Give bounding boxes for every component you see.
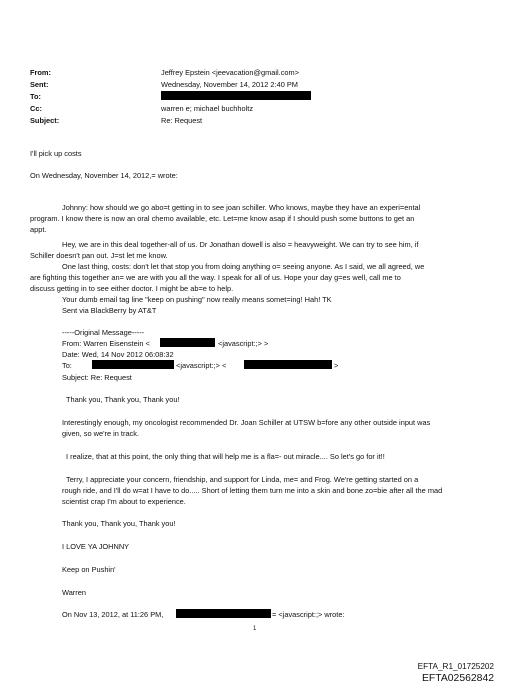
page-number: 1 [253, 626, 257, 632]
body-line: Interestingly enough, my oncologist recommended Dr. Joan Schiller at UTSW b=fore any other outside input was [62, 418, 431, 427]
redaction-orig-to-2 [244, 360, 332, 369]
body-line: Schiller doesn't pan out. J=st let me know. [30, 251, 168, 260]
cc-label: Cc: [30, 104, 42, 113]
body-line: I realize, that at this point, the only thing that will help me is a fla=- out miracle.... So let's go for it!! [66, 452, 385, 461]
cc-value: warren e; michael buchholtz [161, 104, 254, 113]
body-line: given, so we're in track. [62, 429, 139, 438]
orig-to-label: To: [62, 361, 72, 370]
body-line: One last thing, costs: don't let that stop you from doing anything o= seeing anyone. As I said, we all agreed, we [62, 262, 425, 271]
body-line: Johnny: how should we go abo=t getting in to see joan schiller. Who knows, maybe they have an experi=ental [62, 203, 421, 212]
body-line: rough ride, and I'll do w=at I have to do..... Short of letting them turn me into a skin and bone zo=bie after all the mad [62, 486, 443, 495]
body-line: appt. [30, 225, 47, 234]
from-value: Jeffrey Epstein <jeevacation@gmail.com> [161, 68, 300, 77]
orig-from-label: From: Warren Eisenstein < [62, 339, 150, 348]
subject-value: Re: Request [161, 116, 203, 125]
body-line: I'll pick up costs [30, 149, 82, 158]
body-line: discuss getting in to see either doctor. I might be ab=e to help. [30, 284, 234, 293]
to-label: To: [30, 92, 41, 101]
body-line: Terry, I appreciate your concern, friendship, and support for Linda, me= and Frog. We're getting started on a [66, 475, 419, 484]
body-line: I LOVE YA JOHNNY [62, 542, 130, 551]
body-line: program. I know there is now an oral chemo available, etc. Let=me know asap if I should push some buttons to get an [30, 214, 415, 223]
quote-intro-label: On Nov 13, 2012, at 11:26 PM, [62, 610, 164, 619]
redaction-orig-to-1 [92, 360, 174, 369]
redaction-to [161, 91, 311, 100]
orig-date: Date: Wed, 14 Nov 2012 06:08:32 [62, 350, 174, 359]
orig-from-tail: <javascript:;> > [218, 339, 269, 348]
from-label: From: [30, 68, 51, 77]
body-line: Thank you, Thank you, Thank you! [62, 519, 176, 528]
body-line: scientist crap I'm about to experience. [62, 497, 186, 506]
orig-to-tail: > [334, 361, 339, 370]
sent-value: Wednesday, November 14, 2012 2:40 PM [161, 80, 298, 89]
body-line: Your dumb email tag line "keep on pushing" now really means somet=ing! Hah! TK [62, 295, 332, 304]
body-line: Keep on Pushin' [62, 565, 116, 574]
original-message-separator: -----Original Message----- [62, 328, 145, 337]
body-line: are fighting this together an= we are with you all the way. I speak for all of us. Hope your day g=es well, call me to [30, 273, 401, 282]
sent-label: Sent: [30, 80, 49, 89]
quote-intro-tail: = <javascript:;> wrote: [272, 610, 345, 619]
body-line: Thank you, Thank you, Thank you! [66, 395, 180, 404]
orig-to-mid: <javascript:;> < [176, 361, 227, 370]
footer-id-secondary: EFTA02562842 [421, 673, 494, 684]
body-line: Sent via BlackBerry by AT&T [62, 306, 157, 315]
orig-subject: Subject: Re: Request [62, 373, 132, 382]
redaction-orig-from [160, 338, 215, 347]
body-line: Warren [62, 588, 86, 597]
body-line: On Wednesday, November 14, 2012,= wrote: [30, 171, 178, 180]
body-line: Hey, we are in this deal together-all of us. Dr Jonathan dowell is also = heavyweight. We can try to see him, if [62, 240, 419, 249]
subject-label: Subject: [30, 116, 60, 125]
footer-id-primary: EFTA_R1_01725202 [417, 662, 494, 671]
redaction-quote-sender [176, 609, 271, 618]
